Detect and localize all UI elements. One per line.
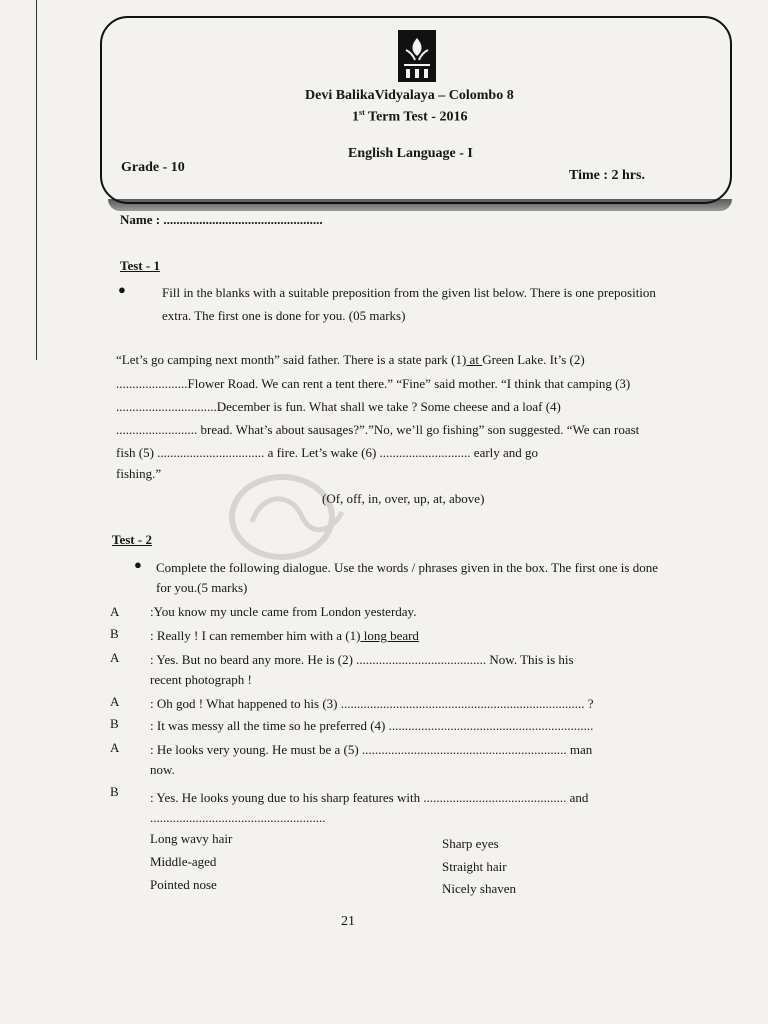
test2-instruction-line2: for you.(5 marks) — [156, 580, 248, 595]
test1-para-line4: ......................... bread. What’s about sausages?”.”No, we’ll go fishing” son suggested. “We can roast — [116, 422, 640, 437]
test1-para-line1 — [116, 352, 585, 368]
test2-title: Test - 2 — [112, 532, 152, 547]
word-option: Nicely shaven — [442, 881, 517, 896]
school-logo-icon — [398, 30, 436, 82]
bullet-icon: ● — [118, 282, 126, 297]
word-option: Middle-aged — [150, 854, 217, 869]
time-label: Time : 2 hrs. — [569, 168, 645, 183]
dialogue-line: now. — [150, 762, 175, 777]
dialogue-line: recent photograph ! — [150, 672, 252, 687]
para-text: “Let’s go camping next month” said father. There is a state park (1) — [116, 352, 467, 367]
test1-para-line3: ...............................December is fun. What shall we take ? Some cheese and a loaf (4) — [116, 399, 561, 414]
test1-para-line2: ......................Flower Road. We can rent a tent there.” “Fine” said mother. “I think that camping (3) — [116, 376, 631, 391]
word-option: Sharp eyes — [442, 836, 499, 851]
example-answer: at — [466, 352, 483, 367]
example-answer: long beard — [360, 628, 419, 643]
watermark-logo-icon — [222, 462, 382, 572]
dialogue-line — [150, 628, 419, 644]
test1-title: Test - 1 — [120, 258, 160, 273]
speaker-label: A — [110, 740, 120, 755]
term-title — [352, 108, 467, 126]
school-name: Devi BalikaVidyalaya – Colombo 8 — [305, 88, 514, 103]
dialogue-line: ...................................................... — [150, 810, 326, 825]
test1-para-line5: fish (5) ................................. a fire. Let’s wake (6) ............................ early and go — [116, 445, 539, 460]
word-option: Pointed nose — [150, 877, 217, 892]
bullet-icon: ● — [134, 557, 142, 572]
dialogue-line: : Yes. But no beard any more. He is (2) ........................................ Now. This is his — [150, 652, 574, 667]
term-suffix-sup: st — [359, 108, 365, 117]
subject-title: English Language - I — [348, 146, 473, 161]
dialogue-line: :You know my uncle came from London yesterday. — [150, 604, 417, 619]
dialogue-line: : Yes. He looks young due to his sharp features with ............................................ and — [150, 790, 589, 805]
speaker-label: B — [110, 716, 119, 731]
test1-instruction-line2: extra. The first one is done for you. (05 marks) — [162, 308, 406, 323]
term-text: Term Test - 2016 — [364, 109, 468, 125]
dialogue-line: : Oh god ! What happened to his (3) ........................................................................... ? — [150, 696, 594, 711]
dialogue-text: : Really ! I can remember him with a (1) — [150, 628, 361, 643]
grade-label: Grade - 10 — [121, 160, 185, 175]
word-option: Long wavy hair — [150, 831, 233, 846]
speaker-label: B — [110, 626, 119, 641]
speaker-label: B — [110, 784, 119, 799]
test1-para-line6: fishing.” — [116, 466, 162, 481]
speaker-label: A — [110, 604, 120, 619]
test2-instruction-line1: Complete the following dialogue. Use the words / phrases given in the box. The first one is done — [156, 560, 658, 575]
term-number: 1 — [352, 109, 359, 125]
page-edge-line — [36, 0, 37, 360]
para-text: Green Lake. It’s (2) — [482, 352, 585, 367]
preposition-options: (Of, off, in, over, up, at, above) — [322, 491, 485, 506]
page-number: 21 — [341, 914, 355, 929]
speaker-label: A — [110, 694, 120, 709]
dialogue-line: : He looks very young. He must be a (5) ............................................................... man — [150, 742, 593, 757]
test1-instruction-line1: Fill in the blanks with a suitable preposition from the given list below. There is one preposition — [162, 285, 656, 300]
dialogue-line: : It was messy all the time so he preferred (4) ............................................................... — [150, 718, 594, 733]
speaker-label: A — [110, 650, 120, 665]
name-field: Name : ................................................. — [120, 212, 323, 227]
word-option: Straight hair — [442, 859, 507, 874]
